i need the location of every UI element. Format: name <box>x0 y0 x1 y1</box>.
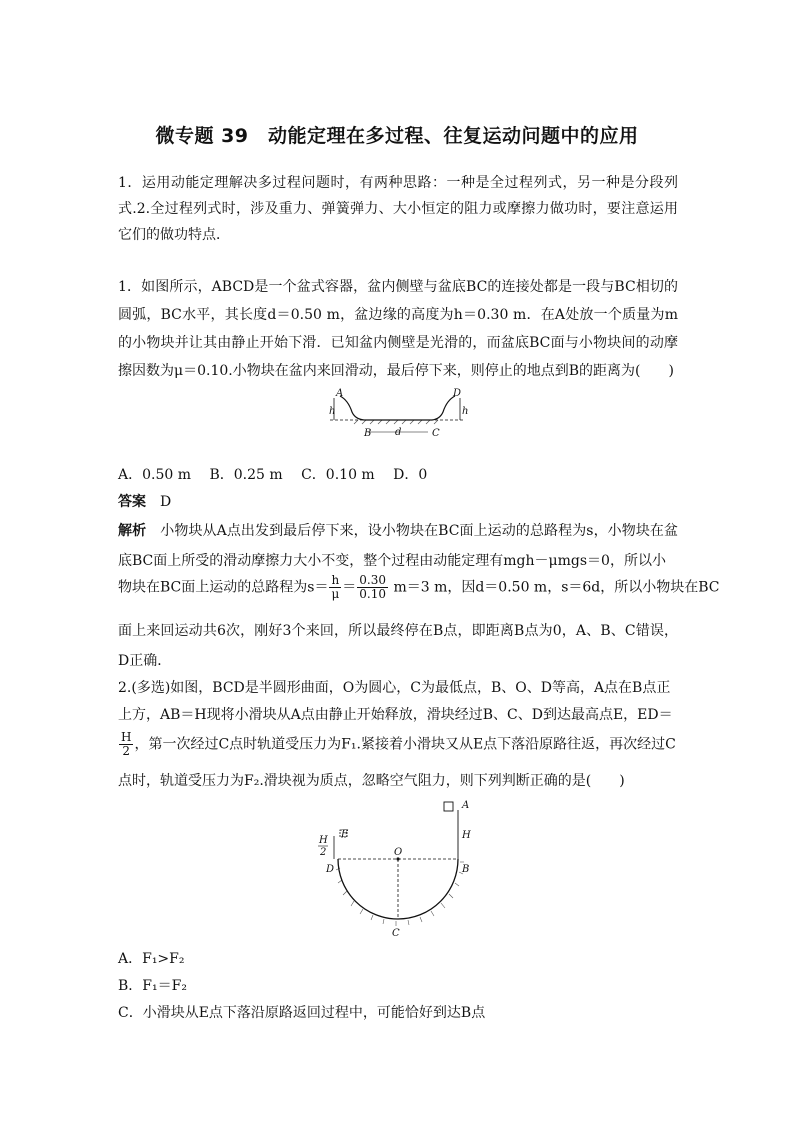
label-D: D <box>326 864 335 875</box>
label-D: D <box>453 388 462 399</box>
question-2-line-2: 上方，AB＝H现将小滑块从A点由静止开始释放，滑块经过B、C、D到达最高点E，ED＝ <box>118 707 673 723</box>
page-title: 微专题 39 动能定理在多过程、往复运动问题中的应用 <box>155 125 639 147</box>
basin-curve <box>340 396 455 420</box>
label-A: A <box>462 800 470 811</box>
question-1-stem: 1．如图所示，ABCD是一个盆式容器，盆内侧壁与盆底BC的连接处都是一段与BC相切的圆弧，BC水平，其长度d＝0.50 m，盆边缘的高度为h＝0.30 m．在A处放一个质量为m的小物块并让其由静止开始下滑．已知盆内侧壁是光滑的，而盆底BC面与小物块间的动摩擦因数为μ＝0.10.小物块在盆内来回滑动，最后停下来，则停止的地点到B的距离为( ) <box>118 279 678 379</box>
fraction-denominator: μ <box>331 587 340 601</box>
label-O: O <box>394 847 403 858</box>
answer-label: 答案 <box>118 494 146 510</box>
label-E: E <box>341 829 349 840</box>
fraction-denominator: 2 <box>122 744 131 758</box>
analysis-label: 解析 <box>118 523 147 539</box>
fraction-denominator: 0.10 <box>359 587 386 601</box>
label-H-fraction-den: 2 <box>320 847 327 858</box>
question-1-answer <box>118 491 678 511</box>
question-2-option-B: B．F₁＝F₂ <box>118 978 187 994</box>
fraction-numerator: 0.30 <box>359 573 386 587</box>
question-2-option-A: A．F₁>F₂ <box>118 951 185 967</box>
label-H-fraction-num: H <box>319 835 328 846</box>
question-1-analysis-2 <box>118 573 720 601</box>
question-1-analysis-1 <box>118 516 678 576</box>
answer-value: D <box>160 494 172 510</box>
analysis-text-2a: 物块在BC面上运动的总路程为s＝ <box>118 579 329 596</box>
question-2-line-3 <box>118 731 678 758</box>
question-2-line-4: 点时，轨道受压力为F₂.滑块视为质点，忽略空气阻力，则下列判断正确的是( ) <box>118 773 625 789</box>
fraction-h-over-mu <box>329 574 341 601</box>
analysis-text-2b: m＝3 m，因d＝0.50 m，s＝6d，所以小物块在BC <box>393 579 720 596</box>
label-H: H <box>462 830 471 841</box>
label-h-left: h <box>329 406 336 417</box>
question-2-line-3-text: ，第一次经过C点时轨道受压力为F₁.紧接着小滑块又从E点下落沿原路往返，再次经过C <box>134 736 676 753</box>
slider-block-A <box>444 802 453 811</box>
fraction-030-over-010 <box>357 574 388 601</box>
fraction-numerator: H <box>121 730 132 744</box>
label-h-right: h <box>462 406 469 417</box>
label-C: C <box>432 428 440 439</box>
equals-sign: ＝ <box>342 579 357 596</box>
question-2-line-1: 2.(多选)如图，BCD是半圆形曲面，O为圆心，C为最低点，B、O、D等高，A点在B点正 <box>118 680 671 696</box>
question-1-analysis-3: 面上来回运动共6次，刚好3个来回，所以最终停在B点，即距离B点为0，A、B、C错误，D正确． <box>118 623 678 669</box>
label-A: A <box>336 388 344 399</box>
basin-figure <box>322 386 472 446</box>
basin-ground-hatching <box>354 420 438 424</box>
track-hatching <box>336 862 464 926</box>
label-d: d <box>395 427 402 438</box>
analysis-text-1: 小物块从A点出发到最后停下来，设小物块在BC面上运动的总路程为s，小物块在盆底BC面上所受的滑动摩擦力大小不变，整个过程由动能定理有mgh－μmgs＝0，所以小 <box>118 523 679 569</box>
question-2-option-C: C．小滑块从E点下落沿原路返回过程中，可能恰好到达B点 <box>118 1005 486 1021</box>
semicircle-figure <box>312 796 496 942</box>
label-B: B <box>462 864 470 875</box>
question-1-options: A．0.50 m B．0.25 m C．0.10 m D．0 <box>118 467 428 483</box>
fraction-numerator: h <box>329 574 341 588</box>
intro-paragraph: 1．运用动能定理解决多过程问题时，有两种思路：一种是全过程列式，另一种是分段列式.2.全过程列式时，涉及重力、弹簧弹力、大小恒定的阻力或摩擦力做功时，要注意运用它们的做功特点． <box>118 175 678 243</box>
label-C: C <box>392 928 400 939</box>
fraction-H-over-2 <box>119 731 133 758</box>
label-B: B <box>364 428 372 439</box>
